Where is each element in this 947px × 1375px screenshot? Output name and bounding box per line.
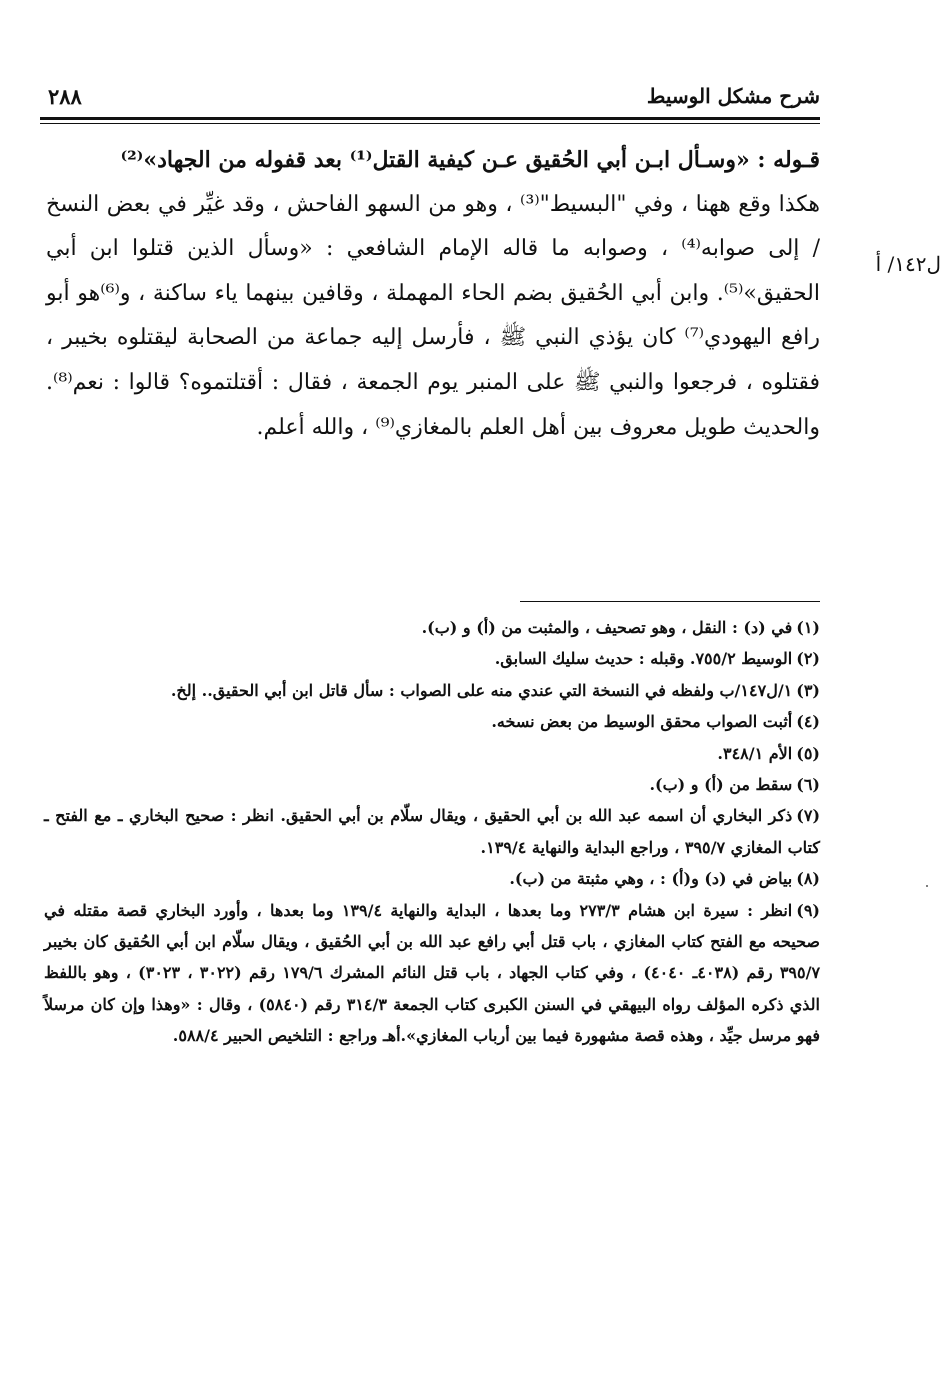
footnote-text: الأم ٣٤٨/١.: [717, 743, 793, 763]
footnote-9: [44, 895, 820, 1052]
footnote-8: [44, 863, 820, 894]
footnote-number: (٧): [796, 806, 821, 826]
footnotes: [44, 612, 820, 1052]
footnote-5: [44, 738, 820, 769]
footnote-text: سقط من (أ) و (ب).: [649, 775, 793, 795]
page-number: ٢٨٨: [48, 84, 82, 109]
footnote-text: بياض في (د) و(أ) : ، وهي مثبتة من (ب).: [509, 869, 793, 889]
footnote-text: أثبت الصواب محقق الوسيط من بعض نسخه.: [491, 712, 793, 732]
footnote-number: (٥): [796, 743, 820, 763]
header-rule-thin: [40, 123, 820, 124]
footnote-text: الوسيط ٧٥٥/٢. وقبله : حديث سليك السابق.: [494, 649, 793, 669]
footnote-text: ١/ل١٤٧/ب ولفظه في النسخة التي عندي منه على الصواب : سأل قاتل ابن أبي الحقيق.. إلخ.: [170, 680, 793, 700]
footnote-number: (٢): [796, 649, 820, 669]
main-text: [46, 138, 820, 450]
header-rule-thick: [40, 117, 820, 120]
footnote-6: [44, 769, 820, 800]
footnote-7: [44, 800, 820, 863]
footnote-2: [44, 643, 820, 674]
footnote-number: (١): [796, 618, 820, 637]
footnote-4: [44, 706, 820, 737]
commentary-paragraph: هكذا وقع ههنا ، وفي "البسيط"⁽³⁾ ، وهو من السهو الفاحش ، وقد غيِّر في بعض النسخ / إلى صوابه⁽⁴⁾ ، وصوابه ما قاله الإمام الشافعي : «وسأل الذين قتلوا ابن أبي الحقيق»⁽⁵⁾. وابن أبي الحُقيق بضم الحاء المهملة ، وقافين بينهما ياء ساكنة ، و⁽⁶⁾هو أبو رافع اليهودي⁽⁷⁾ كان يؤذي النبي ﷺ ، فأرسل إليه جماعة من الصحابة ليقتلوه بخيبر ، فقتلوه ، فرجعوا والنبي ﷺ على المنبر يوم الجمعة ، فقال : أقتلتموه؟ قالوا : نعم⁽⁸⁾. والحديث طويل معروف بين أهل العلم بالمغازي⁽⁹⁾ ، والله أعلم.: [46, 191, 821, 440]
footnote-number: (٨): [796, 869, 820, 889]
footnote-text: انظر : سيرة ابن هشام ٢٧٣/٣ وما بعدها ، البداية والنهاية ١٣٩/٤ وما بعدها ، وأورد البخاري قصة مقتله في صحيحه مع الفتح كتاب المغازي ، باب قتل أبي رافع عبد الله بن أبي الحُقيق ، ويقال سلّام ابن أبي الحُقيق كان بخيبر ٣٩٥/٧ رقم (٤٠٣٨ـ ٤٠٤٠) ، وفي كتاب الجهاد ، باب قتل النائم المشرك ١٧٩/٦ رقم (٣٠٢٢ ، ٣٠٢٣) ، وهو باللفظ الذي ذكره المؤلف رواه البيهقي في السنن الكبرى كتاب الجمعة ٣١٤/٣ رقم (٥٨٤٠) ، وقال : «وهذا وإن كان مرسلاً فهو مرسل جيِّد ، وهذه قصة مشهورة فيما بين أرباب المغازي».أهـ وراجع : التلخيص الحبير ٥٨٨/٤.: [44, 900, 821, 1046]
footnote-number: (٤): [796, 712, 820, 732]
footnote-3: [44, 675, 820, 706]
footnote-number: (٩): [796, 900, 820, 920]
running-title: شرح مشكل الوسيط: [646, 84, 820, 108]
footnote-text: ذكر البخاري أن اسمه عبد الله بن أبي الحقيق ، ويقال سلّام بن أبي الحقيق. انظر : صحيح البخاري ـ مع الفتح ـ كتاب المغازي ٣٩٥/٧ ، وراجع البداية والنهاية ١٣٩/٤.: [44, 806, 820, 857]
page-header: [40, 84, 820, 114]
quoted-statement: قـوله : «وسـأل ابـن أبي الحُقيق عـن كيفية القتل⁽¹⁾ بعد قفوله من الجهاد»⁽²⁾: [120, 147, 820, 173]
footnote-text: في (د) : النقل ، وهو تصحيف ، والمثبت من (أ) و (ب).: [421, 618, 793, 637]
manuscript-folio-note: ل١٤٢/ أ: [875, 252, 941, 276]
scan-speck: [926, 885, 928, 887]
footnote-number: (٣): [796, 680, 820, 700]
footnote-number: (٦): [796, 775, 820, 795]
footnote-separator: [520, 601, 820, 602]
footnote-1: [44, 612, 820, 643]
